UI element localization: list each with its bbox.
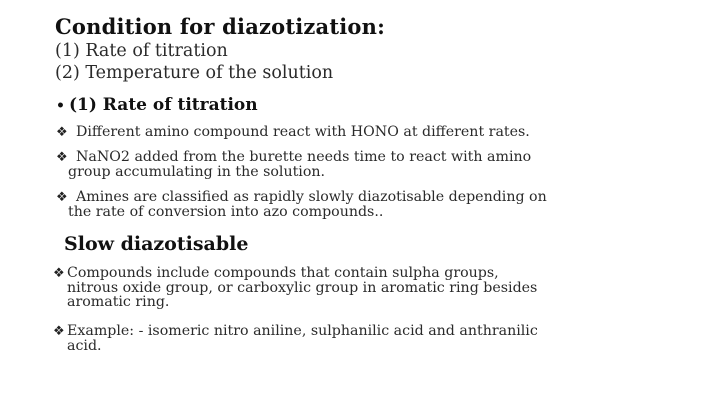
bullet-text-cont: the rate of conversion into azo compounds..	[68, 204, 384, 220]
bullet-text-cont: group accumulating in the solution.	[68, 164, 326, 180]
bullet-dot-icon: •	[56, 98, 65, 114]
slide-title: Condition for diazotization:	[55, 14, 386, 39]
condition-item-2: (2) Temperature of the solution	[55, 63, 334, 83]
bullet-text: Compounds include compounds that contain sulpha groups,	[67, 265, 499, 281]
subheading-text: (1) Rate of titration	[68, 95, 258, 115]
bullet-text-cont: aromatic ring.	[67, 294, 170, 310]
condition-item-1: (1) Rate of titration	[55, 41, 228, 61]
diamond-bullet-icon: ❖	[56, 150, 68, 165]
diamond-bullet-icon: ❖	[56, 190, 68, 205]
diamond-bullet-icon: ❖	[53, 266, 65, 281]
subheading	[56, 95, 258, 115]
bullet-point	[56, 190, 696, 219]
diamond-bullet-icon: ❖	[53, 324, 65, 339]
bullet-text: Example: - isomeric nitro aniline, sulphanilic acid and anthranilic	[67, 323, 538, 339]
section-heading: Slow diazotisable	[64, 233, 249, 255]
section-bullet-point	[53, 324, 693, 353]
bullet-text: Different amino compound react with HONO at different rates.	[76, 124, 530, 140]
bullet-text-cont: acid.	[67, 338, 102, 354]
bullet-text-cont: nitrous oxide group, or carboxylic group in aromatic ring besides	[67, 280, 538, 296]
bullet-text: Amines are classified as rapidly slowly diazotisable depending on	[76, 189, 547, 205]
bullet-point	[56, 125, 696, 140]
diamond-bullet-icon: ❖	[56, 125, 68, 140]
section-bullet-point	[53, 266, 693, 309]
bullet-text: NaNO2 added from the burette needs time to react with amino	[76, 149, 532, 165]
bullet-point	[56, 150, 696, 179]
